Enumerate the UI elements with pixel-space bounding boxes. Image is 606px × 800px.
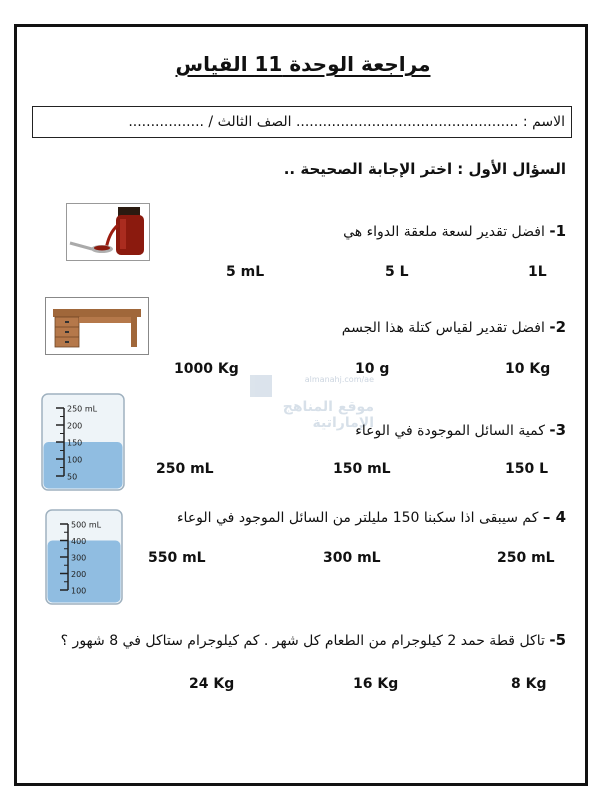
question-text: افضل تقدير لقياس كتلة هذا الجسم	[341, 320, 545, 336]
beaker-mark-label: 400	[71, 537, 87, 546]
desk-image	[45, 297, 149, 355]
q1-option-b[interactable]: 5 L	[385, 264, 409, 280]
q4-option-c[interactable]: 550 mL	[148, 550, 206, 566]
q2-option-b[interactable]: 10 g	[355, 361, 390, 377]
question-text: تاكل قطة حمد 2 كيلوجرام من الطعام كل شهر . كم كيلوجرام ستاكل في 8 شهور ؟	[60, 633, 545, 649]
beaker-mark-label: 200	[67, 421, 83, 431]
question-3	[355, 421, 566, 439]
watermark-text: موقع المناهج الإماراتية	[282, 399, 374, 431]
watermark	[244, 375, 374, 431]
beaker-mark-label: 100	[71, 586, 87, 596]
section-title: السؤال الأول : اختر الإجابة الصحيحة ..	[283, 160, 566, 178]
question-text: افضل تقدير لسعة ملعقة الدواء هي	[343, 224, 545, 240]
beaker-mark-label: 150	[67, 438, 83, 448]
question-5	[61, 631, 566, 649]
watermark-url: almanahj.com/ae	[304, 375, 374, 384]
q4-option-b[interactable]: 300 mL	[323, 550, 381, 566]
beaker-mark-label: 200	[71, 570, 87, 579]
page-title: مراجعة الوحدة 11 القياس	[175, 52, 431, 76]
question-text: كم سيبقى اذا سكبنا 150 مليلتر من السائل الموجود في الوعاء	[176, 510, 539, 526]
question-text: كمية السائل الموجودة في الوعاء	[355, 423, 545, 439]
q3-option-a[interactable]: 150 L	[505, 461, 549, 477]
q2-option-c[interactable]: 1000 Kg	[174, 361, 239, 377]
question-number: 2-	[549, 318, 566, 336]
beaker-image-500	[38, 502, 132, 610]
beaker-mark-label: 300	[71, 553, 87, 563]
question-number: 3-	[549, 421, 566, 439]
q3-option-b[interactable]: 150 mL	[333, 461, 391, 477]
question-1	[343, 222, 566, 240]
q3-option-c[interactable]: 250 mL	[156, 461, 214, 477]
question-number: 1-	[549, 222, 566, 240]
beaker-mark-label: 50	[67, 472, 78, 482]
q2-option-a[interactable]: 10 Kg	[505, 361, 551, 377]
beaker-mark-label: 100	[67, 455, 83, 465]
watermark-logo-icon	[250, 375, 272, 397]
name-class-line: الاسم : .................................................. الصف الثالث / .................	[32, 106, 572, 138]
q5-option-a[interactable]: 8 Kg	[511, 676, 547, 692]
beaker-mark-label: 250 mL	[67, 404, 98, 414]
q4-option-a[interactable]: 250 mL	[497, 550, 555, 566]
question-2	[342, 318, 566, 336]
question-number: 5-	[549, 631, 566, 649]
question-4	[177, 508, 566, 526]
q1-option-a[interactable]: 1L	[528, 264, 547, 280]
beaker-liquid	[44, 442, 123, 489]
q1-option-c[interactable]: 5 mL	[226, 264, 265, 280]
beaker-image-250	[34, 386, 134, 496]
medicine-spoon-image	[66, 203, 150, 261]
beaker-mark-label: 500 mL	[71, 520, 102, 530]
question-number: 4 –	[542, 508, 566, 526]
q5-option-b[interactable]: 16 Kg	[353, 676, 399, 692]
q5-option-c[interactable]: 24 Kg	[189, 676, 235, 692]
